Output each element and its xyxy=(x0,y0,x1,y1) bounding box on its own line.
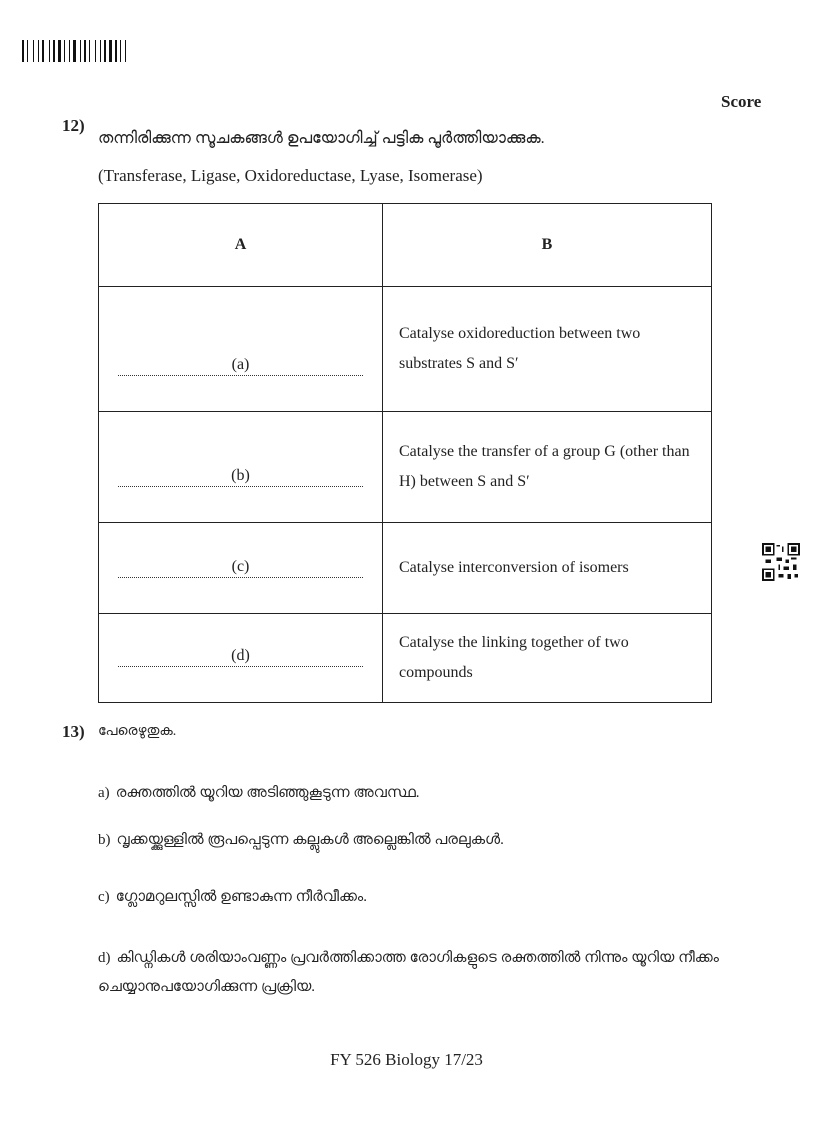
item-text: കിഡ്നികൾ ശരിയാംവണ്ണം പ്രവർത്തിക്കാത്ത രോഗികളുടെ രക്തത്തിൽ നിന്നും യൂറിയ നീക്കം ചെയ്യാനുപയോഗിക്കുന്ന പ്രക്രിയ. xyxy=(98,950,719,995)
list-item xyxy=(98,944,738,1002)
description-cell: Catalyse oxidoreduction between two substrates S and S′ xyxy=(383,287,712,412)
table-row xyxy=(99,614,712,703)
description-cell: Catalyse the transfer of a group G (other than H) between S and S′ xyxy=(383,412,712,523)
table-row xyxy=(99,523,712,614)
barcode xyxy=(22,40,146,62)
answer-blank-line xyxy=(118,577,363,578)
question-13-text: പേരെഴുതുക. xyxy=(98,724,177,739)
table-row xyxy=(99,412,712,523)
qr-code xyxy=(762,543,800,581)
list-item xyxy=(98,831,504,849)
column-header-b: B xyxy=(383,204,712,287)
answer-cell-a[interactable] xyxy=(99,287,383,412)
list-item xyxy=(98,784,420,802)
answer-label: (d) xyxy=(231,647,250,664)
answer-blank-line xyxy=(118,486,363,487)
answer-label: (a) xyxy=(231,356,250,373)
item-letter: c) xyxy=(98,889,110,905)
answer-cell-c[interactable] xyxy=(99,523,383,614)
column-header-a: A xyxy=(99,204,383,287)
list-item xyxy=(98,888,367,906)
item-letter: a) xyxy=(98,785,110,801)
table-header-row xyxy=(99,204,712,287)
table-row xyxy=(99,287,712,412)
answer-blank-line xyxy=(118,375,363,376)
description-cell: Catalyse interconversion of isomers xyxy=(383,523,712,614)
item-letter: b) xyxy=(98,832,111,848)
item-text: വൃക്കയ്ക്കുള്ളിൽ രൂപപ്പെടുന്ന കല്ലുകൾ അല്ലെങ്കിൽ പരലുകൾ. xyxy=(116,832,504,848)
answer-cell-d[interactable] xyxy=(99,614,383,703)
item-text: ഗ്ലോമറുലസ്സിൽ ഉണ്ടാകുന്ന നീർവീക്കം. xyxy=(115,889,367,905)
question-12-hint: (Transferase, Ligase, Oxidoreductase, Lyase, Isomerase) xyxy=(98,166,483,185)
item-letter: d) xyxy=(98,950,111,966)
question-12-text: തന്നിരിക്കുന്ന സൂചകങ്ങൾ ഉപയോഗിച്ച് പട്ടിക പൂർത്തിയാക്കുക. xyxy=(98,130,545,147)
answer-blank-line xyxy=(118,666,363,667)
score-label: Score xyxy=(721,92,762,111)
enzyme-table xyxy=(98,203,712,703)
description-cell: Catalyse the linking together of two compounds xyxy=(383,614,712,703)
item-text: രക്തത്തിൽ യൂറിയ അടിഞ്ഞുകൂടുന്ന അവസ്ഥ. xyxy=(115,785,420,801)
question-12-number: 12) xyxy=(62,116,85,135)
page-footer: FY 526 Biology 17/23 xyxy=(330,1050,483,1069)
answer-cell-b[interactable] xyxy=(99,412,383,523)
answer-label: (c) xyxy=(231,558,250,575)
question-13-number: 13) xyxy=(62,722,85,741)
answer-label: (b) xyxy=(231,467,250,484)
